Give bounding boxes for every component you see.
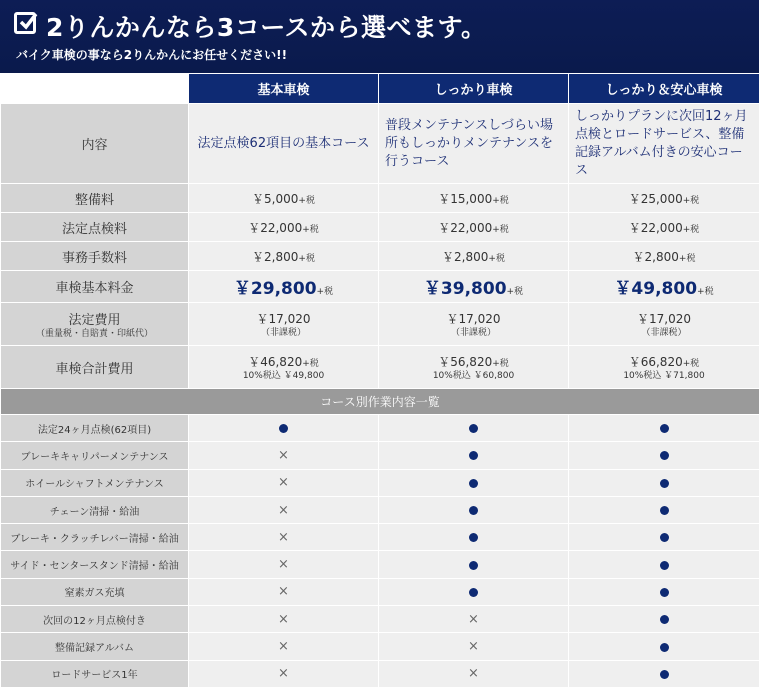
tax-suffix: +税 bbox=[298, 253, 315, 264]
feature-label: 窒素ガス充填 bbox=[1, 578, 189, 605]
included-dot-icon bbox=[469, 533, 478, 542]
price-value: ￥66,820 bbox=[628, 354, 683, 369]
feature-label: 法定24ヶ月点検(62項目) bbox=[1, 415, 189, 442]
not-included-cross-icon: × bbox=[278, 611, 289, 627]
table-row bbox=[1, 469, 759, 496]
price-note: （非課税） bbox=[641, 327, 687, 338]
feature-availability-cell bbox=[569, 551, 759, 578]
feature-availability-cell bbox=[569, 633, 759, 660]
included-dot-icon bbox=[660, 424, 669, 433]
not-included-cross-icon: × bbox=[468, 639, 479, 655]
tax-suffix: +税 bbox=[682, 358, 700, 369]
tax-suffix: +税 bbox=[682, 224, 700, 235]
included-dot-icon bbox=[660, 506, 669, 515]
price-cell bbox=[189, 271, 379, 303]
feature-availability-cell bbox=[569, 496, 759, 523]
row-label-content: 内容 bbox=[1, 104, 189, 184]
price-value: ￥22,000 bbox=[628, 220, 683, 235]
feature-availability-cell bbox=[189, 660, 379, 687]
price-cell bbox=[189, 213, 379, 242]
price-cell bbox=[569, 213, 759, 242]
table-row bbox=[1, 415, 759, 442]
table-row bbox=[1, 606, 759, 633]
price-value: ￥2,800 bbox=[252, 249, 299, 264]
feature-label: サイド・センタースタンド清掃・給油 bbox=[1, 551, 189, 578]
price-cell bbox=[569, 303, 759, 346]
included-dot-icon bbox=[469, 479, 478, 488]
feature-availability-cell bbox=[569, 524, 759, 551]
feature-label: チェーン清掃・給油 bbox=[1, 496, 189, 523]
tax-suffix: +税 bbox=[678, 253, 696, 264]
price-value: ￥15,000 bbox=[438, 191, 493, 206]
tax-suffix: +税 bbox=[302, 224, 319, 235]
feature-label: ブレーキキャリパーメンテナンス bbox=[1, 442, 189, 469]
price-cell bbox=[379, 346, 569, 389]
price-cell bbox=[189, 184, 379, 213]
feature-availability-cell bbox=[569, 469, 759, 496]
price-value: ￥22,000 bbox=[438, 220, 493, 235]
price-note: （非課税） bbox=[450, 327, 496, 338]
row-label-admin-fee: 事務手数料 bbox=[1, 242, 189, 271]
feature-availability-cell bbox=[569, 660, 759, 687]
price-value: ￥29,800 bbox=[233, 279, 317, 299]
price-note: 10%税込 ￥60,800 bbox=[432, 370, 515, 381]
included-dot-icon bbox=[660, 479, 669, 488]
course-header-premium: しっかり＆安心車検 bbox=[569, 74, 759, 104]
included-dot-icon bbox=[660, 451, 669, 460]
included-dot-icon bbox=[279, 424, 288, 433]
course-header-basic: 基本車検 bbox=[189, 74, 379, 104]
feature-availability-cell bbox=[189, 578, 379, 605]
feature-availability-cell bbox=[569, 578, 759, 605]
not-included-cross-icon: × bbox=[278, 529, 289, 545]
feature-availability-cell bbox=[189, 469, 379, 496]
feature-availability-cell bbox=[569, 606, 759, 633]
table-row bbox=[1, 578, 759, 605]
page-title: 2りんかんなら3コースから選べます。 bbox=[46, 13, 487, 42]
tax-suffix: +税 bbox=[682, 195, 700, 206]
price-cell bbox=[379, 242, 569, 271]
not-included-cross-icon: × bbox=[278, 502, 289, 518]
row-label-total: 車検合計費用 bbox=[1, 346, 189, 389]
price-value: ￥39,800 bbox=[423, 279, 507, 299]
not-included-cross-icon: × bbox=[278, 666, 289, 682]
not-included-cross-icon: × bbox=[468, 611, 479, 627]
price-value: ￥17,020 bbox=[446, 311, 501, 326]
feature-availability-cell bbox=[379, 606, 569, 633]
price-value: ￥2,800 bbox=[632, 249, 679, 264]
price-cell bbox=[569, 184, 759, 213]
feature-availability-cell bbox=[569, 442, 759, 469]
feature-availability-cell bbox=[189, 633, 379, 660]
row-label-maintenance: 整備料 bbox=[1, 184, 189, 213]
tax-suffix: +税 bbox=[302, 358, 319, 369]
tax-suffix: +税 bbox=[298, 195, 315, 206]
checkbox-icon bbox=[14, 12, 36, 34]
table-corner bbox=[1, 74, 189, 104]
course-comparison-table bbox=[0, 73, 759, 688]
included-dot-icon bbox=[469, 506, 478, 515]
table-row bbox=[1, 633, 759, 660]
course-header-thorough: しっかり車検 bbox=[379, 74, 569, 104]
feature-label: ホイールシャフトメンテナンス bbox=[1, 469, 189, 496]
feature-availability-cell bbox=[189, 442, 379, 469]
tax-suffix: +税 bbox=[492, 195, 509, 206]
included-dot-icon bbox=[660, 533, 669, 542]
price-cell bbox=[569, 242, 759, 271]
included-dot-icon bbox=[660, 588, 669, 597]
feature-availability-cell bbox=[189, 415, 379, 442]
page-header bbox=[0, 0, 759, 73]
course-description: 法定点検62項目の基本コース bbox=[189, 104, 379, 184]
not-included-cross-icon: × bbox=[278, 475, 289, 491]
included-dot-icon bbox=[660, 643, 669, 652]
included-dot-icon bbox=[469, 424, 478, 433]
price-cell bbox=[189, 303, 379, 346]
included-dot-icon bbox=[660, 561, 669, 570]
price-value: ￥17,020 bbox=[256, 311, 311, 326]
feature-list bbox=[1, 415, 759, 688]
feature-label: ロードサービス1年 bbox=[1, 660, 189, 687]
price-note: 10%税込 ￥49,800 bbox=[242, 370, 325, 381]
price-value: ￥5,000 bbox=[252, 191, 299, 206]
price-cell bbox=[379, 213, 569, 242]
tax-suffix: +税 bbox=[316, 287, 334, 297]
feature-label: 次回の12ヶ月点検付き bbox=[1, 606, 189, 633]
feature-availability-cell bbox=[569, 415, 759, 442]
price-cell bbox=[569, 346, 759, 389]
feature-label: 整備記録アルバム bbox=[1, 633, 189, 660]
price-note: 10%税込 ￥71,800 bbox=[623, 370, 705, 381]
feature-availability-cell bbox=[379, 496, 569, 523]
included-dot-icon bbox=[660, 615, 669, 624]
section-title: コース別作業内容一覧 bbox=[1, 389, 759, 415]
price-value: ￥49,800 bbox=[614, 279, 698, 299]
feature-availability-cell bbox=[379, 660, 569, 687]
row-label-legal-cost bbox=[1, 303, 189, 346]
table-row bbox=[1, 660, 759, 687]
price-value: ￥46,820 bbox=[248, 354, 303, 369]
course-description: 普段メンテナンスしづらい場所もしっかりメンテナンスを行うコース bbox=[379, 104, 569, 184]
price-cell bbox=[189, 242, 379, 271]
row-label-base-fee: 車検基本料金 bbox=[1, 271, 189, 303]
included-dot-icon bbox=[469, 588, 478, 597]
price-cell bbox=[569, 271, 759, 303]
feature-availability-cell bbox=[379, 524, 569, 551]
course-description: しっかりプランに次回12ヶ月点検とロードサービス、整備記録アルバム付きの安心コース bbox=[569, 104, 759, 184]
page-subtitle: バイク車検の事なら2りんかんにお任せください!! bbox=[16, 48, 288, 62]
feature-availability-cell bbox=[189, 496, 379, 523]
not-included-cross-icon: × bbox=[278, 584, 289, 600]
included-dot-icon bbox=[469, 451, 478, 460]
feature-availability-cell bbox=[189, 524, 379, 551]
tax-suffix: +税 bbox=[488, 253, 505, 264]
feature-availability-cell bbox=[379, 578, 569, 605]
price-cell bbox=[189, 346, 379, 389]
feature-availability-cell bbox=[189, 551, 379, 578]
feature-availability-cell bbox=[379, 551, 569, 578]
feature-availability-cell bbox=[379, 633, 569, 660]
table-row bbox=[1, 524, 759, 551]
price-cell bbox=[379, 184, 569, 213]
feature-availability-cell bbox=[379, 415, 569, 442]
feature-availability-cell bbox=[189, 606, 379, 633]
not-included-cross-icon: × bbox=[278, 447, 289, 463]
not-included-cross-icon: × bbox=[278, 557, 289, 573]
price-value: ￥25,000 bbox=[628, 191, 683, 206]
included-dot-icon bbox=[469, 561, 478, 570]
feature-availability-cell bbox=[379, 442, 569, 469]
price-note: （非課税） bbox=[260, 327, 306, 338]
not-included-cross-icon: × bbox=[468, 666, 479, 682]
feature-label: ブレーキ・クラッチレバー清掃・給油 bbox=[1, 524, 189, 551]
row-sublabel: （重量税・自賠責・印紙代） bbox=[35, 328, 153, 339]
tax-suffix: +税 bbox=[492, 224, 509, 235]
price-value: ￥56,820 bbox=[438, 354, 493, 369]
table-row bbox=[1, 442, 759, 469]
row-label-inspection: 法定点検料 bbox=[1, 213, 189, 242]
tax-suffix: +税 bbox=[492, 358, 509, 369]
not-included-cross-icon: × bbox=[278, 639, 289, 655]
tax-suffix: +税 bbox=[506, 287, 524, 297]
included-dot-icon bbox=[660, 670, 669, 679]
row-label-text: 法定費用 bbox=[68, 312, 121, 328]
tax-suffix: +税 bbox=[697, 287, 714, 297]
feature-availability-cell bbox=[379, 469, 569, 496]
price-cell bbox=[379, 303, 569, 346]
price-value: ￥22,000 bbox=[248, 220, 303, 235]
price-value: ￥2,800 bbox=[442, 249, 489, 264]
table-row bbox=[1, 496, 759, 523]
price-cell bbox=[379, 271, 569, 303]
table-row bbox=[1, 551, 759, 578]
price-value: ￥17,020 bbox=[637, 311, 691, 326]
